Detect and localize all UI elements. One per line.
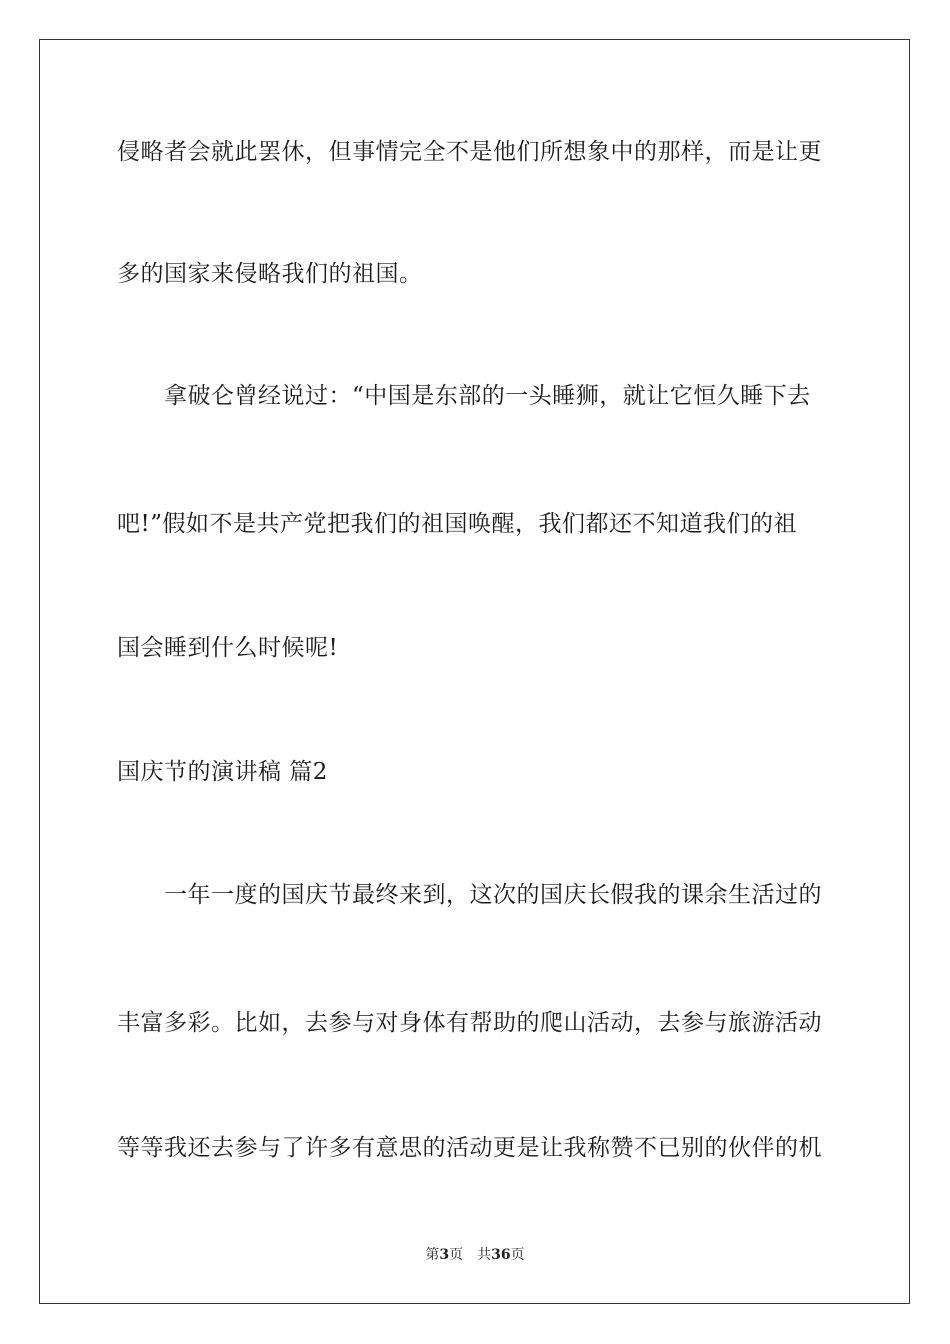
body-text-line: 等等我还去参与了许多有意思的活动更是让我称赞不已别的伙伴的机 bbox=[117, 1135, 822, 1161]
total-prefix: 共 bbox=[477, 1247, 492, 1263]
body-text-line: 侵略者会就此罢休，但事情完全不是他们所想象中的那样，而是让更 bbox=[117, 139, 822, 165]
section-heading: 国庆节的演讲稿 篇2 bbox=[117, 759, 328, 785]
body-text-line: 国会睡到什么时候呢! bbox=[117, 635, 339, 661]
total-page-count: 36 bbox=[491, 1247, 511, 1263]
body-text-line: 多的国家来侵略我们的祖国。 bbox=[117, 261, 423, 287]
body-text-line: 丰富多彩。比如，去参与对身体有帮助的爬山活动，去参与旅游活动 bbox=[117, 1010, 822, 1036]
page-footer bbox=[0, 1246, 950, 1264]
body-text-line: 吧!”假如不是共产党把我们的祖国唤醒，我们都还不知道我们的祖 bbox=[117, 511, 798, 537]
page-prefix: 第 bbox=[425, 1247, 440, 1263]
page-border bbox=[39, 39, 910, 1304]
body-text-line: 拿破仑曾经说过：“中国是东部的一头睡狮，就让它恒久睡下去 bbox=[117, 383, 811, 409]
body-text-line: 一年一度的国庆节最终来到，这次的国庆长假我的课余生活过的 bbox=[117, 882, 822, 908]
total-suffix: 页 bbox=[510, 1247, 525, 1263]
page-suffix: 页 bbox=[449, 1247, 464, 1263]
current-page-number: 3 bbox=[439, 1247, 450, 1263]
